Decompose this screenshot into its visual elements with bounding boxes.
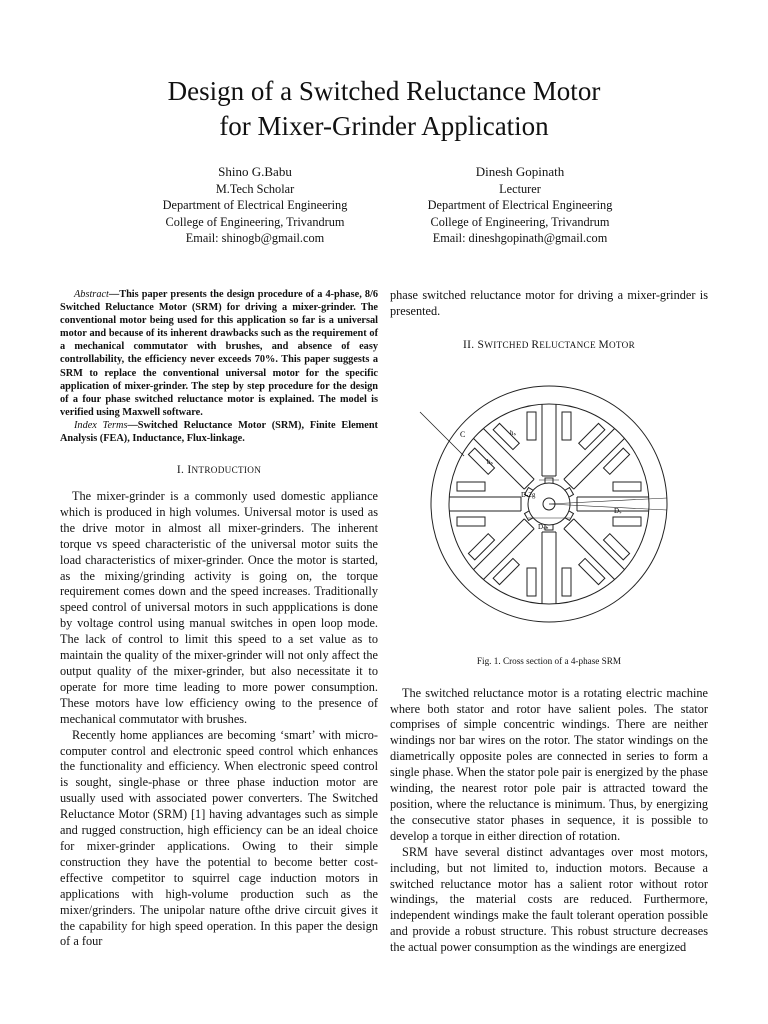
title-line-2: for Mixer-Grinder Application <box>219 111 549 141</box>
winding-slot <box>613 482 641 491</box>
right-column <box>390 288 708 956</box>
stator-pole <box>564 428 625 489</box>
body-paragraph-1: The switched reluctance motor is a rotating electric machine where both stator and rotor have salient poles. The stator comprises of simple concentric windings. There are neither windings nor bar wires on the rotor. The stator windings on the diametrically opposite poles are connected in series to form a single phase. When the stator pole pair is energized by the phase winding, the nearest rotor pole pair is attracted toward the position, where the reluctance is minimum. Thus, by energizing the consecutive stator phases in sequence, it is possible to develop a torque in either direction of rotation. <box>390 685 708 843</box>
winding-slot <box>457 517 485 526</box>
index-terms-label: Index Terms <box>74 419 128 431</box>
winding-slot <box>468 533 494 559</box>
winding-slot <box>603 448 629 474</box>
author-college: College of Engineering, Trivandrum <box>430 214 610 229</box>
label-c: C <box>460 429 466 439</box>
figure-caption: Fig. 1. Cross section of a 4-phase SRM <box>476 655 622 666</box>
label-bs: bₛ <box>487 457 494 466</box>
winding-slot <box>613 517 641 526</box>
index-terms <box>60 419 378 445</box>
rotor-pole <box>545 478 553 483</box>
author-block-1 <box>125 164 385 247</box>
winding-slot <box>562 568 571 596</box>
intro-paragraph-2: Recently home appliances are becoming ‘smart’ with micro-computer control and electronic speed control which enhances the functionality and efficiency. When electronic speed control is sought, single-phase or three phase induction motor are usually used with associated power converters. The Switched Reluctance Motor (SRM) [1] having advantages such as simple and rugged construction, high efficiency can be an ideal choice for mixer-grinder applications. Owing to their simple construction they have the potential to become better cost-effective competitor to squirrel cage induction motors in applications with high-volume production such as the mixer/grinders. The unipolar nature ofthe drive circuit gives it the capability for high speed operation. In this paper the design of a four <box>60 727 378 949</box>
abstract-text: —This paper presents the design procedure of a 4-phase, 8/6 Switched Reluctance Motor (SRM) for driving a mixer-grinder. The conventional motor being used for this application so far is a universal motor and because of its inherent drawbacks such as the requirement of a mechanical commutator with brushes, and absence of easy controllability, the efficiency never exceeds 70%. This paper suggests a SRM to replace the conventional universal motor for the specific application of mixer-grinder. The step by step procedure for the design of a four phase switched reluctance motor is explained. The model is verified using Maxwell software. <box>60 289 378 418</box>
winding-slot <box>527 568 536 596</box>
winding-slot <box>562 412 571 440</box>
author-email: Email: shinogb@gmail.com <box>185 231 325 246</box>
leader-line-c <box>420 412 464 456</box>
index-terms-text: —Switched Reluctance Motor (SRM), Finite Element Analysis (FEA), Inductance, Flux-linkage. <box>60 419 378 445</box>
figure-srm-cross-section <box>390 364 708 644</box>
stator-pole <box>577 497 649 511</box>
intro-paragraph-2-continued: phase switched reluctance motor for driving a mixer-grinder is presented. <box>390 288 708 318</box>
section-heading-introduction: I. INTRODUCTION <box>176 464 262 477</box>
author-dept: Department of Electrical Engineering <box>427 198 613 213</box>
author-block-2 <box>390 164 650 247</box>
winding-slot <box>457 482 485 491</box>
srm-cross-section-diagram <box>390 364 708 644</box>
stator-pole <box>542 404 556 476</box>
stator-pole <box>449 497 521 511</box>
label-dsh: Dₛₕ <box>538 522 549 531</box>
winding-slot <box>527 412 536 440</box>
intro-paragraph-1: The mixer-grinder is a commonly used domestic appliance which is produced in high volumes. Universal motor is used as the drive motor in almost all mixer-grinders. The inherent torque vs speed characteristic of the universal motor suits the load characteristics of mixer-grinder. Once the motor is started, as the mixing/grinding activity is going on, the torque requirement comes down and the speed increases. Traditionally speed control of universal motors in such appplications is done by voltage control using manual switches in open loop mode. The lack of control to limit this speed to a set value as to maintain the quality of the mixer-grinder will not only affect the output quality of the mixer-grinder, but also necessitate it to operate for more time leading to more power consumption. These motors have low efficiency owing to the presence of mechanical commutator with brushes. <box>60 489 378 726</box>
label-ds: Dₛ <box>614 506 622 515</box>
stator-pole <box>564 519 625 580</box>
label-d2g: D-2g <box>521 490 536 499</box>
left-column <box>60 288 378 950</box>
author-college: College of Engineering, Trivandrum <box>165 214 345 229</box>
section-heading-srm: II. SWITCHED RELUCTANCE MOTOR <box>462 338 636 351</box>
paper-title <box>0 74 768 144</box>
abstract <box>60 288 378 419</box>
author-role: Lecturer <box>499 181 541 196</box>
stator-pole <box>473 519 534 580</box>
author-name: Dinesh Gopinath <box>475 164 565 179</box>
winding-slot <box>493 558 519 584</box>
author-name: Shino G.Babu <box>218 164 292 179</box>
winding-slot <box>579 558 605 584</box>
stator-pole <box>473 428 534 489</box>
abstract-label: Abstract <box>74 289 109 300</box>
winding-slot <box>603 533 629 559</box>
winding-slot <box>579 423 605 449</box>
author-dept: Department of Electrical Engineering <box>162 198 348 213</box>
body-paragraph-2: SRM have several distinct advantages over most motors, including, but not limited to, induction motors. Because a switched reluctance motor has a salient rotor without rotor windings, the material costs are reduced. Furthermore, independent windings make the fault tolerant operation possible and provide a robust structure. This robust structure decreases the actual power consumption as the windings are energized <box>390 844 708 955</box>
stator-pole <box>542 532 556 604</box>
author-role: M.Tech Scholar <box>215 181 295 196</box>
label-hs: hₛ <box>510 428 517 437</box>
author-email: Email: dineshgopinath@gmail.com <box>432 231 608 246</box>
title-line-1: Design of a Switched Reluctance Motor <box>167 76 601 106</box>
